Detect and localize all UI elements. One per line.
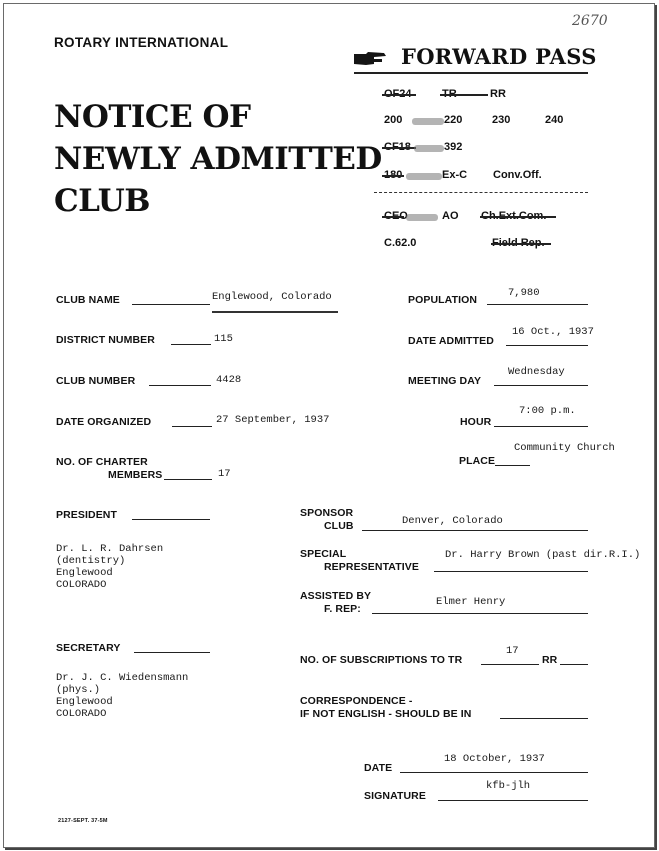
- fp-code-230: 230: [492, 114, 511, 126]
- date-value: 18 October, 1937: [444, 753, 545, 765]
- signature-label: SIGNATURE: [364, 790, 426, 802]
- president-profession: (dentistry): [56, 555, 126, 567]
- hour-label: HOUR: [460, 416, 492, 428]
- hour-value: 7:00 p.m.: [519, 405, 576, 417]
- fp-strike: [382, 94, 416, 96]
- fp-smudge: [414, 145, 444, 152]
- sponsor-line: [362, 530, 588, 531]
- fp-smudge: [406, 214, 438, 221]
- handwritten-file-number: 2670: [572, 13, 608, 29]
- date-organized-line: [172, 426, 212, 427]
- hour-line: [494, 426, 588, 427]
- subscriptions-label: NO. OF SUBSCRIPTIONS TO TR: [300, 654, 463, 666]
- date-line: [400, 772, 588, 773]
- pointing-hand-icon: [352, 50, 388, 68]
- subscriptions-rr-label: RR: [542, 654, 558, 666]
- population-value: 7,980: [508, 287, 540, 299]
- population-label: POPULATION: [408, 294, 478, 306]
- sponsor-club-value: Denver, Colorado: [402, 515, 503, 527]
- date-organized-value: 27 September, 1937: [216, 414, 330, 426]
- place-label: PLACE: [459, 455, 496, 467]
- club-name-value: Englewood, Colorado: [212, 291, 332, 303]
- club-number-label: CLUB NUMBER: [56, 375, 136, 387]
- date-label: DATE: [364, 762, 393, 774]
- signature-value: kfb-jlh: [486, 780, 531, 792]
- district-number-line: [171, 344, 211, 345]
- date-organized-label: DATE ORGANIZED: [56, 416, 152, 428]
- club-name-underline: [212, 311, 338, 313]
- sponsor-label-line-2: CLUB: [324, 520, 354, 532]
- signature-line: [438, 800, 588, 801]
- fp-code-220: 220: [444, 114, 463, 126]
- place-value: Community Church: [514, 442, 615, 454]
- fp-strike: [382, 175, 404, 177]
- forward-pass-label: FORWARD PASS: [401, 44, 597, 69]
- fp-code-c620: C.62.0: [384, 237, 417, 249]
- president-name: Dr. L. R. Dahrsen: [56, 543, 164, 555]
- district-number-value: 115: [214, 333, 233, 345]
- fp-code-rr: RR: [490, 88, 506, 100]
- forward-pass-rule: [354, 72, 588, 74]
- assisted-by-value: Elmer Henry: [436, 596, 506, 608]
- meeting-day-line: [494, 385, 588, 386]
- place-line: [495, 465, 530, 466]
- assisted-label-line-1: ASSISTED BY: [300, 590, 372, 602]
- fp-strike: [382, 216, 404, 218]
- fp-smudge: [412, 118, 444, 125]
- fp-strike: [382, 147, 416, 149]
- correspondence-line: [500, 718, 588, 719]
- fp-code-240: 240: [545, 114, 564, 126]
- club-number-line: [149, 385, 211, 386]
- fp-code-392: 392: [444, 141, 463, 153]
- date-admitted-line: [506, 345, 588, 346]
- sponsor-label-line-1: SPONSOR: [300, 507, 354, 519]
- subscriptions-value: 17: [506, 645, 519, 657]
- secretary-block: [56, 672, 188, 720]
- club-name-label: CLUB NAME: [56, 294, 120, 306]
- special-representative-value: Dr. Harry Brown (past dir.R.I.): [445, 549, 641, 561]
- assisted-label-line-2: F. REP:: [324, 603, 361, 615]
- secretary-name: Dr. J. C. Wiedensmann: [56, 672, 189, 684]
- secretary-line: [134, 652, 210, 653]
- club-number-value: 4428: [216, 374, 242, 386]
- charter-label-line-2: MEMBERS: [108, 469, 163, 481]
- special-line: [434, 571, 588, 572]
- president-city: Englewood: [56, 567, 113, 579]
- notice-document: [3, 3, 655, 848]
- charter-label-line-1: NO. OF CHARTER: [56, 456, 148, 468]
- population-line: [487, 304, 588, 305]
- assisted-line: [372, 613, 588, 614]
- fp-code-exc: Ex-C: [442, 169, 468, 181]
- secretary-profession: (phys.): [56, 684, 101, 696]
- meeting-day-value: Wednesday: [508, 366, 565, 378]
- club-name-line: [132, 304, 210, 305]
- subscriptions-rr-line: [560, 664, 588, 665]
- secretary-label: SECRETARY: [56, 642, 121, 654]
- president-state: COLORADO: [56, 579, 107, 591]
- fp-smudge: [406, 173, 442, 180]
- president-block: [56, 543, 163, 591]
- special-label-line-2: REPRESENTATIVE: [324, 561, 419, 573]
- special-label-line-1: SPECIAL: [300, 548, 347, 560]
- title-line-3: CLUB: [54, 183, 151, 219]
- fp-divider: [374, 192, 588, 193]
- president-line: [132, 519, 210, 520]
- secretary-city: Englewood: [56, 696, 113, 708]
- secretary-state: COLORADO: [56, 708, 107, 720]
- title-line-2: NEWLY ADMITTED: [54, 141, 382, 177]
- fp-code-200: 200: [384, 114, 403, 126]
- district-number-label: DISTRICT NUMBER: [56, 334, 155, 346]
- meeting-day-label: MEETING DAY: [408, 375, 482, 387]
- date-admitted-value: 16 Oct., 1937: [512, 326, 594, 338]
- fp-strike: [480, 216, 556, 218]
- fp-strike: [491, 243, 551, 245]
- fp-code-conv-off: Conv.Off.: [493, 169, 542, 181]
- form-code: 2127-SEPT. 37-5M: [58, 818, 108, 824]
- subscriptions-tr-line: [481, 664, 539, 665]
- charter-members-value: 17: [218, 468, 231, 480]
- fp-strike: [440, 94, 488, 96]
- fp-code-ao: AO: [442, 210, 459, 222]
- charter-line: [164, 479, 212, 480]
- title-line-1: NOTICE OF: [54, 99, 251, 135]
- org-name: ROTARY INTERNATIONAL: [54, 35, 229, 50]
- president-label: PRESIDENT: [56, 509, 117, 521]
- date-admitted-label: DATE ADMITTED: [408, 335, 494, 347]
- correspondence-label-line-1: CORRESPONDENCE -: [300, 695, 413, 707]
- correspondence-label-line-2: IF NOT ENGLISH - SHOULD BE IN: [300, 708, 472, 720]
